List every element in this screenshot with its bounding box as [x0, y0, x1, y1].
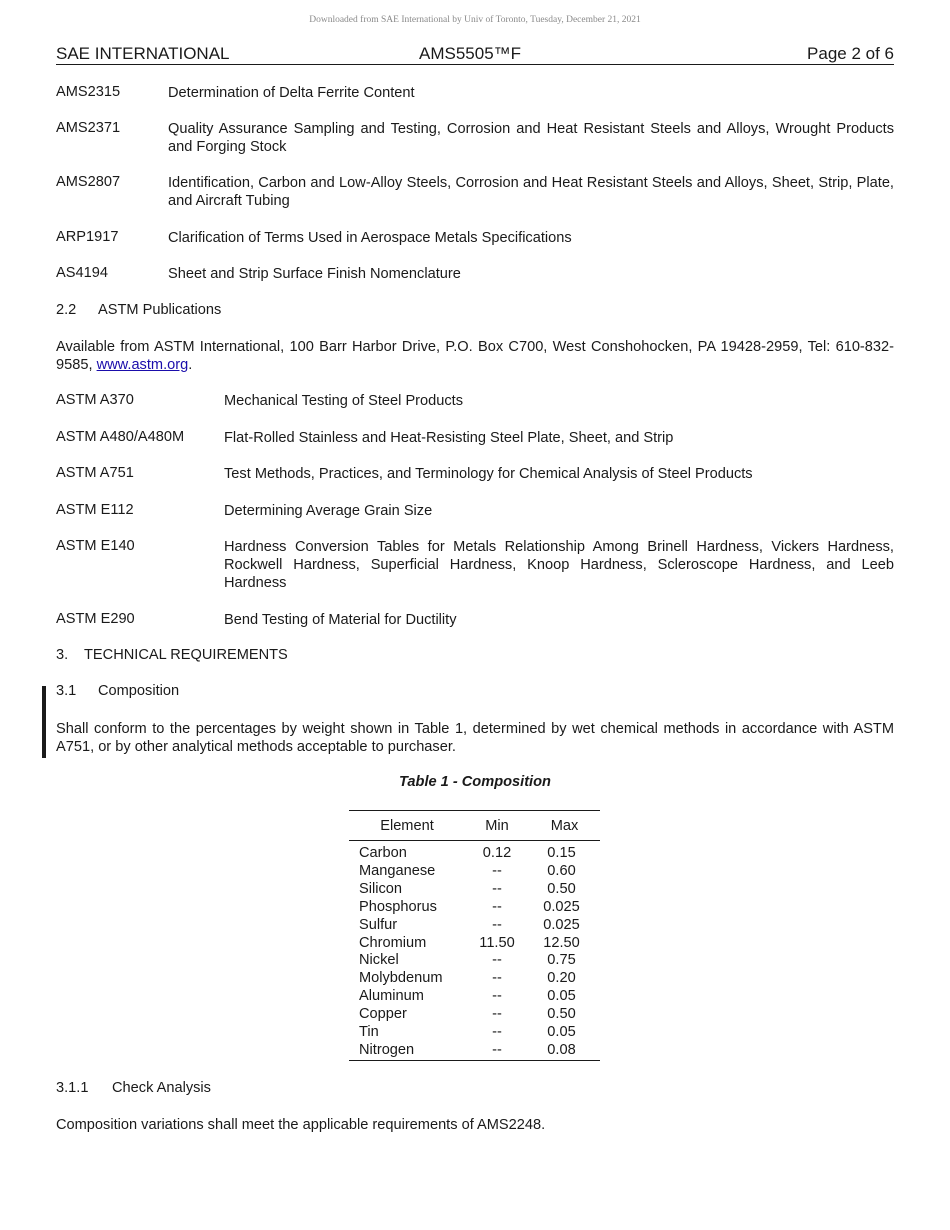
header-org: SAE INTERNATIONAL: [56, 44, 230, 63]
availability-text: Available from ASTM International, 100 Barr Harbor Drive, P.O. Box C700, West Conshohocken, PA 19428-2959, Tel: 610-832-9585,: [56, 339, 894, 373]
element-cell: Chromium: [359, 934, 427, 951]
element-cell: Nickel: [359, 952, 399, 969]
table-row: [349, 899, 600, 917]
reference-title: Identification, Carbon and Low-Alloy Steels, Corrosion and Heat Resistant Steels and Alloys, Sheet, Strip, Plate, and Aircraft Tubing: [168, 175, 894, 209]
max-cell: 0.50: [547, 880, 576, 897]
reference-title: Bend Testing of Material for Ductility: [224, 612, 457, 628]
max-cell: 0.20: [547, 970, 576, 987]
reference-title: Quality Assurance Sampling and Testing, Corrosion and Heat Resistant Steels and Alloys, Wrought Products and Forging Stock: [168, 121, 894, 155]
min-cell: --: [492, 1041, 502, 1058]
section-number: 2.2: [56, 302, 77, 318]
section-title: ASTM Publications: [98, 302, 222, 318]
astm-website-link[interactable]: www.astm.org: [96, 357, 189, 373]
element-cell: Carbon: [359, 845, 407, 861]
max-cell: 0.05: [547, 1024, 576, 1041]
min-cell: 11.50: [479, 934, 515, 951]
min-cell: --: [492, 916, 502, 933]
element-cell: Molybdenum: [359, 970, 443, 987]
min-cell: --: [492, 1006, 502, 1023]
element-cell: Phosphorus: [359, 898, 437, 915]
table-row: [349, 863, 600, 881]
reference-title: Test Methods, Practices, and Terminology for Chemical Analysis of Steel Products: [224, 466, 753, 482]
reference-code: ASTM A480/A480M: [56, 429, 185, 445]
reference-title: Mechanical Testing of Steel Products: [224, 393, 464, 409]
reference-title: Hardness Conversion Tables for Metals Relationship Among Brinell Hardness, Vickers Hardness, Rockwell Hardness, Superficial Hardness, Knoop Hardness, Scleroscope Hardness, and Leeb Hardness: [224, 539, 894, 591]
element-cell: Silicon: [359, 880, 402, 897]
reference-code: ASTM E290: [56, 611, 135, 627]
reference-code: ASTM A370: [56, 392, 134, 408]
period: .: [188, 357, 193, 373]
section-number: 3.1.1: [56, 1080, 89, 1096]
table-row: [349, 952, 600, 970]
column-header-max: Max: [529, 811, 600, 841]
reference-code: AS4194: [56, 265, 108, 281]
table-row: [349, 841, 600, 863]
min-cell: --: [492, 880, 502, 897]
reference-code: ARP1917: [56, 229, 119, 245]
reference-code: AMS2315: [56, 84, 121, 100]
reference-code: ASTM A751: [56, 465, 134, 481]
reference-code: ASTM E112: [56, 502, 134, 518]
min-cell: --: [492, 952, 502, 969]
element-cell: Tin: [359, 1024, 379, 1041]
reference-title: Determination of Delta Ferrite Content: [168, 85, 415, 101]
page-header: [56, 44, 894, 65]
table-row: [349, 881, 600, 899]
max-cell: 0.60: [547, 862, 576, 879]
element-cell: Nitrogen: [359, 1041, 415, 1058]
reference-title: Flat-Rolled Stainless and Heat-Resisting Steel Plate, Sheet, and Strip: [224, 430, 674, 446]
column-header-element: Element: [349, 811, 465, 841]
min-cell: 0.12: [482, 845, 512, 861]
min-cell: --: [492, 970, 502, 987]
download-banner: Downloaded from SAE International by Univ of Toronto, Tuesday, December 21, 2021: [309, 15, 641, 25]
section-title: Check Analysis: [112, 1080, 211, 1096]
table-row: [349, 935, 600, 953]
reference-code: AMS2807: [56, 174, 121, 190]
section-title: TECHNICAL REQUIREMENTS: [84, 647, 288, 663]
reference-title: Sheet and Strip Surface Finish Nomenclature: [168, 266, 461, 282]
reference-title: Clarification of Terms Used in Aerospace Metals Specifications: [168, 230, 572, 246]
element-cell: Copper: [359, 1006, 407, 1023]
max-cell: 0.75: [547, 952, 576, 969]
composition-table: [349, 810, 600, 1061]
astm-availability-paragraph: [56, 338, 894, 374]
column-header-min: Min: [465, 811, 529, 841]
header-doc-number: AMS5505™F: [419, 44, 522, 63]
reference-title: Determining Average Grain Size: [224, 503, 433, 519]
element-cell: Manganese: [359, 862, 436, 879]
check-analysis-paragraph: Composition variations shall meet the applicable requirements of AMS2248.: [56, 1117, 546, 1133]
min-cell: --: [492, 862, 502, 879]
reference-code: ASTM E140: [56, 538, 135, 554]
section-title: Composition: [98, 683, 180, 699]
max-cell: 0.50: [547, 1006, 576, 1023]
reference-code: AMS2371: [56, 120, 121, 136]
min-cell: --: [492, 1024, 502, 1041]
max-cell: 0.15: [547, 845, 576, 861]
section-number: 3.1: [56, 683, 77, 699]
table-row: [349, 970, 600, 988]
max-cell: 0.08: [547, 1041, 576, 1058]
table-header-row: [349, 811, 600, 841]
element-cell: Sulfur: [359, 916, 398, 933]
element-cell: Aluminum: [359, 988, 424, 1005]
max-cell: 12.50: [543, 934, 580, 951]
min-cell: --: [492, 988, 502, 1005]
max-cell: 0.025: [543, 898, 580, 915]
max-cell: 0.025: [543, 916, 580, 933]
revision-change-bar: [42, 686, 46, 758]
table-row: [349, 988, 600, 1006]
min-cell: --: [492, 898, 502, 915]
table-row: [349, 1024, 600, 1042]
table-row: [349, 917, 600, 935]
header-page-number: Page 2 of 6: [807, 44, 894, 63]
section-number: 3.: [56, 647, 69, 663]
table-caption: Table 1 - Composition: [399, 774, 551, 790]
max-cell: 0.05: [547, 988, 576, 1005]
table-row: [349, 1006, 600, 1024]
table-row: [349, 1042, 600, 1060]
composition-paragraph: Shall conform to the percentages by weight shown in Table 1, determined by wet chemical methods in accordance with ASTM A751, or by other analytical methods acceptable to purchaser.: [56, 721, 894, 755]
